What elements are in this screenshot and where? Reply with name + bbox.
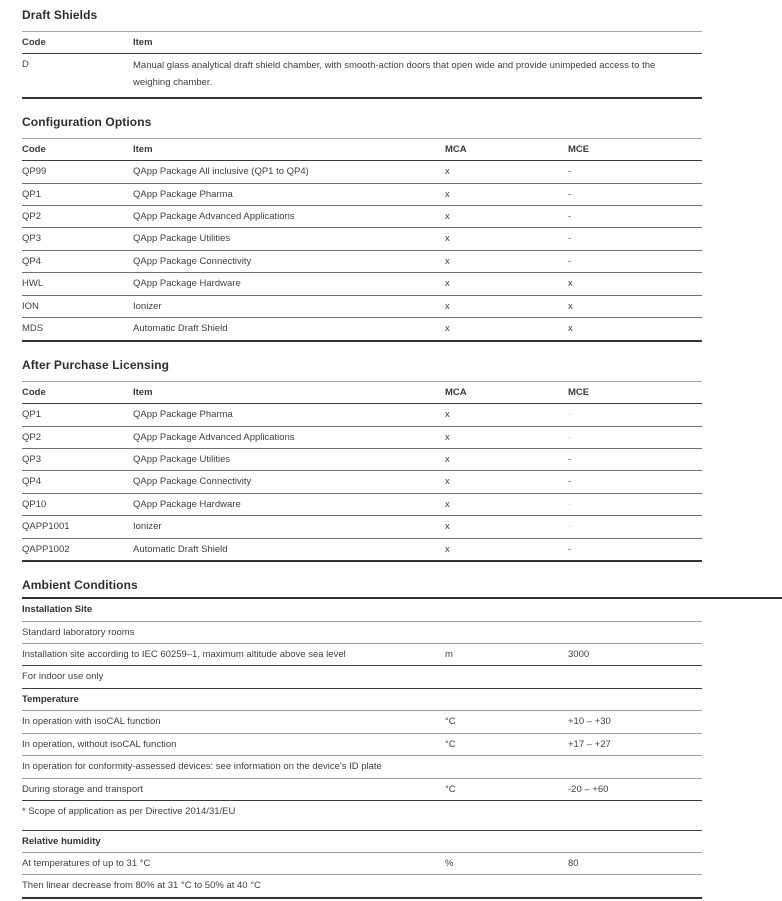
cell-item: QApp Package Hardware	[133, 278, 241, 290]
cell-code: QP2	[22, 211, 42, 223]
cell-mca: x	[445, 255, 450, 267]
cell-label: Temperature	[22, 693, 79, 705]
cell-item: QApp Package Advanced Applications	[133, 211, 295, 223]
cell-value	[568, 756, 702, 778]
cell-item: QApp Package Connectivity	[133, 255, 252, 267]
cell-code: ION	[22, 300, 39, 312]
cell-value	[568, 621, 702, 643]
ambient-conditions-table	[22, 599, 702, 899]
cell-unit	[445, 875, 568, 898]
table-row	[22, 295, 702, 317]
table-header-row	[22, 138, 702, 160]
table-row	[22, 711, 702, 733]
table-row	[22, 621, 702, 643]
cell-mce: -	[568, 521, 572, 533]
cell-code: MDS	[22, 323, 44, 335]
cell-label: In operation, without isoCAL function	[22, 738, 177, 750]
table-header-row	[22, 32, 702, 54]
cell-mce: -	[568, 255, 572, 267]
cell-item: Manual glass analytical draft shield chamber, with smooth-action doors that open wide and provide unimpeded access to the weighing chamber.	[133, 60, 656, 88]
draft-shields-table	[22, 31, 702, 99]
cell-value: 3000	[568, 649, 590, 661]
cell-mca: x	[445, 431, 450, 443]
cell-mce: -	[568, 453, 572, 465]
table-row	[22, 471, 702, 493]
cell-item: Automatic Draft Shield	[133, 543, 228, 555]
cell-unit: °C	[445, 716, 456, 728]
cell-code: QP4	[22, 476, 42, 488]
cell-unit: %	[445, 857, 454, 869]
cell-label: In operation for conformity-assessed devices: see information on the device's ID plate	[22, 761, 382, 773]
cell-mce: -	[568, 166, 572, 178]
cell-mca: x	[445, 409, 450, 421]
table-footnote-row	[22, 801, 702, 830]
cell-code: QP2	[22, 431, 42, 443]
cell-mca: x	[445, 453, 450, 465]
cell-mce: x	[568, 323, 573, 335]
cell-item: Automatic Draft Shield	[133, 323, 228, 335]
cell-label: During storage and transport	[22, 783, 143, 795]
cell-mca: x	[445, 300, 450, 312]
cell-unit	[445, 688, 568, 710]
cell-value: +10 – +30	[568, 716, 611, 728]
section-title-ambient-conditions: Ambient Conditions	[22, 578, 782, 599]
table-row	[22, 875, 702, 898]
cell-label: For indoor use only	[22, 671, 104, 683]
section-ambient-conditions	[22, 578, 782, 899]
cell-label: Standard laboratory rooms	[22, 626, 135, 638]
cell-label: At temperatures of up to 31 °C	[22, 857, 151, 869]
cell-mca: x	[445, 166, 450, 178]
table-row	[22, 644, 702, 666]
table-row	[22, 448, 702, 470]
cell-item: QApp Package Pharma	[133, 409, 233, 421]
table-row	[22, 250, 702, 272]
cell-mce: -	[568, 543, 572, 555]
cell-item: QApp Package Connectivity	[133, 476, 252, 488]
col-header-item: Item	[133, 37, 153, 48]
table-row	[22, 756, 702, 778]
cell-code: QP10	[22, 498, 47, 510]
cell-code: QP99	[22, 166, 47, 178]
table-row	[22, 516, 702, 538]
col-header-mce: MCE	[568, 143, 590, 155]
cell-mca: x	[445, 476, 450, 488]
table-header-row	[22, 381, 702, 403]
cell-unit	[445, 599, 568, 621]
cell-mce: -	[568, 409, 572, 421]
cell-item: QApp Package Pharma	[133, 188, 233, 200]
cell-value: 80	[568, 857, 579, 869]
table-subheader-row	[22, 688, 702, 710]
cell-code: QAPP1001	[22, 521, 70, 533]
col-header-item: Item	[133, 143, 153, 155]
cell-value	[568, 688, 702, 710]
table-subheader-row	[22, 830, 702, 852]
cell-mca: x	[445, 521, 450, 533]
cell-code: QP1	[22, 188, 42, 200]
table-row	[22, 538, 702, 561]
table-row	[22, 206, 702, 228]
table-row	[22, 426, 702, 448]
col-header-code: Code	[22, 143, 46, 155]
cell-label: Installation Site	[22, 604, 93, 616]
cell-mce: -	[568, 233, 572, 245]
table-row	[22, 666, 702, 688]
table-row	[22, 228, 702, 250]
section-draft-shields	[22, 8, 782, 99]
cell-unit: °C	[445, 783, 456, 795]
cell-mca: x	[445, 323, 450, 335]
cell-unit	[445, 801, 568, 830]
cell-value	[568, 830, 702, 852]
cell-label: Then linear decrease from 80% at 31 °C to 50% at 40 °C	[22, 880, 261, 892]
cell-mce: -	[568, 211, 572, 223]
cell-mca: x	[445, 188, 450, 200]
cell-unit: m	[445, 649, 453, 661]
col-header-code: Code	[22, 386, 46, 398]
cell-label: Installation site according to IEC 60259–1, maximum altitude above sea level	[22, 649, 346, 661]
cell-mce: -	[568, 431, 572, 443]
cell-mca: x	[445, 543, 450, 555]
cell-code: HWL	[22, 278, 44, 290]
cell-mce: -	[568, 188, 572, 200]
cell-value: -20 – +60	[568, 783, 609, 795]
section-configuration-options	[22, 115, 782, 342]
table-row	[22, 183, 702, 205]
table-subheader-row	[22, 599, 702, 621]
configuration-options-table	[22, 138, 702, 342]
table-row	[22, 493, 702, 515]
section-after-purchase-licensing	[22, 358, 782, 563]
col-header-mca: MCA	[445, 143, 467, 155]
cell-unit	[445, 666, 568, 688]
cell-label: In operation with isoCAL function	[22, 716, 161, 728]
cell-label: * Scope of application as per Directive 2014/31/EU	[22, 806, 236, 818]
table-row	[22, 273, 702, 295]
cell-item: QApp Package All inclusive (QP1 to QP4)	[133, 166, 309, 178]
cell-mce: -	[568, 476, 572, 488]
cell-value	[568, 666, 702, 688]
cell-mca: x	[445, 233, 450, 245]
cell-item: QApp Package Hardware	[133, 498, 241, 510]
cell-unit: °C	[445, 738, 456, 750]
table-row	[22, 161, 702, 183]
cell-mce: x	[568, 278, 573, 290]
table-row	[22, 404, 702, 426]
cell-value: +17 – +27	[568, 738, 611, 750]
table-row	[22, 733, 702, 755]
cell-code: QP3	[22, 453, 42, 465]
cell-value	[568, 599, 702, 621]
cell-code: QP4	[22, 255, 42, 267]
col-header-item: Item	[133, 386, 153, 398]
cell-code: QAPP1002	[22, 543, 70, 555]
cell-label: Relative humidity	[22, 835, 101, 847]
cell-code: QP3	[22, 233, 42, 245]
cell-mca: x	[445, 498, 450, 510]
col-header-mca: MCA	[445, 386, 467, 398]
cell-value	[568, 801, 702, 830]
cell-code: QP1	[22, 409, 42, 421]
cell-mce: x	[568, 300, 573, 312]
cell-unit	[445, 830, 568, 852]
cell-item: QApp Package Utilities	[133, 233, 231, 245]
cell-mce: -	[568, 498, 572, 510]
cell-unit	[445, 621, 568, 643]
table-row	[22, 852, 702, 874]
section-title-draft-shields: Draft Shields	[22, 8, 98, 22]
after-purchase-licensing-table	[22, 381, 702, 563]
table-row	[22, 54, 702, 98]
cell-item: Ionizer	[133, 300, 162, 312]
section-title-after-purchase-licensing: After Purchase Licensing	[22, 357, 170, 372]
cell-mca: x	[445, 278, 450, 290]
table-row	[22, 778, 702, 800]
cell-value	[568, 875, 702, 898]
table-row	[22, 318, 702, 341]
cell-code: D	[22, 59, 29, 71]
cell-item: QApp Package Utilities	[133, 453, 231, 465]
cell-item: QApp Package Advanced Applications	[133, 431, 295, 443]
col-header-mce: MCE	[568, 386, 590, 398]
section-title-configuration-options: Configuration Options	[22, 114, 152, 129]
cell-unit	[445, 756, 568, 778]
cell-mca: x	[445, 211, 450, 223]
cell-item: Ionizer	[133, 521, 162, 533]
col-header-code: Code	[22, 37, 46, 48]
